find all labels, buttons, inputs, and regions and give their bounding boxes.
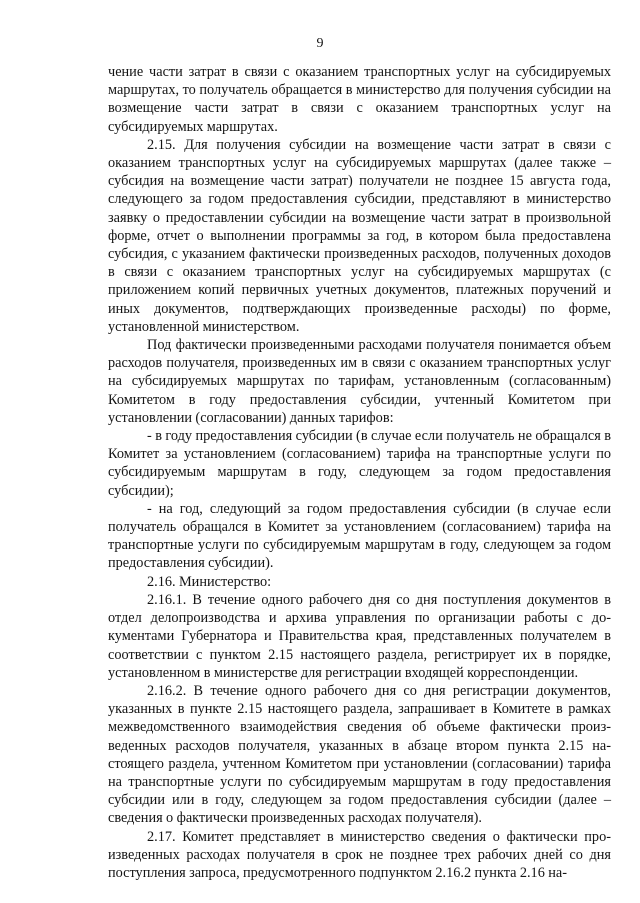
page-number: 9 (316, 36, 324, 51)
paragraph-2-16-1: 2.16.1. В течение одного рабочего дня со дня поступления документов в отдел делопроизводства и архива управления по организации работы с документами Губернатора и Правительства края, представленных получателем в соответствии с пунктом 2.15 настоящего раздела, регистрирует их в порядке, установленном в министерстве для регистрации входящей корреспонденции. (108, 591, 611, 681)
paragraph-continuation: чение части затрат в связи с оказанием транспортных услуг на субсидируемых маршрутах, то получатель обращается в министерство для получения субсидии на возмещение части затрат в связи с оказанием транспортных услуг на субсидируемых маршрутах. (108, 64, 611, 135)
document-body (108, 63, 611, 882)
list-item-subsidy-year: - в году предоставления субсидии (в случае если получатель не обращался в Комитет за установлением (согласованием) тарифа на транспортные услуги по субсидируемым маршрутам в году, следующем за годом предоставления субсидии); (108, 428, 611, 499)
paragraph-2-15: 2.15. Для получения субсидии на возмещение части затрат в связи с оказанием транспортных услуг на субсидируемых маршрутах (далее также – субсидия на возмещение части затрат) получатели не позднее 15 августа года, следующего за годом предоставления субсидии, представляют в министерство заявку о предоставлении субсидии на возмещение части затрат в произвольной форме, отчет о выполнении программы за год, в котором была предоставлена субсидия, с указанием фактически произведенных расходов, полученных доходов в связи с оказанием транспортных услуг на субсидируемых маршрутах (с приложением копий первичных учетных документов, платежных поручений и иных документов, подтверждающих произведенные расходы) по форме, установленной министерством. (108, 136, 611, 335)
paragraph-2-16: 2.16. Министерство: (147, 573, 272, 590)
list-item-next-year: - на год, следующий за годом предоставления субсидии (в случае если получатель обращался в Комитет за установлением (согласованием) тарифа на транспортные услуги по субсидируемым маршрутам в году, следующем за годом предоставления субсидии). (108, 500, 611, 572)
paragraph-2-17: 2.17. Комитет представляет в министерство сведения о фактически произведенных расходах получателя в срок не позднее трех рабочих дней со дня поступления запроса, предусмотренного подпунктом 2.16.2 пункта 2.16 на- (108, 828, 611, 881)
paragraph-2-16-2: 2.16.2. В течение одного рабочего дня со дня регистрации документов, указанных в пункте 2.15 настоящего раздела, запрашивает в Комитете в рамках межведомственного взаимодействия сведения об объеме фактически произведенных расходов получателя, указанных в абзаце втором пункта 2.15 настоящего раздела, учтенном Комитетом при установлении (согласовании) тарифа на транспортные услуги по субсидируемым маршрутам в году предоставления субсидии или в году, следующем за годом предоставления субсидии (далее – сведения о фактически произведенных расходах получателя). (108, 682, 611, 827)
paragraph-actual-expenses-definition: Под фактически произведенными расходами получателя понимается объем расходов получателя, произведенных им в связи с оказанием транспортных услуг на субсидируемых маршрутах по тарифам, установленным (согласованным) Комитетом в году предоставления субсидии, учтенный Комитетом при установлении (согласовании) данных тарифов: (108, 337, 611, 426)
